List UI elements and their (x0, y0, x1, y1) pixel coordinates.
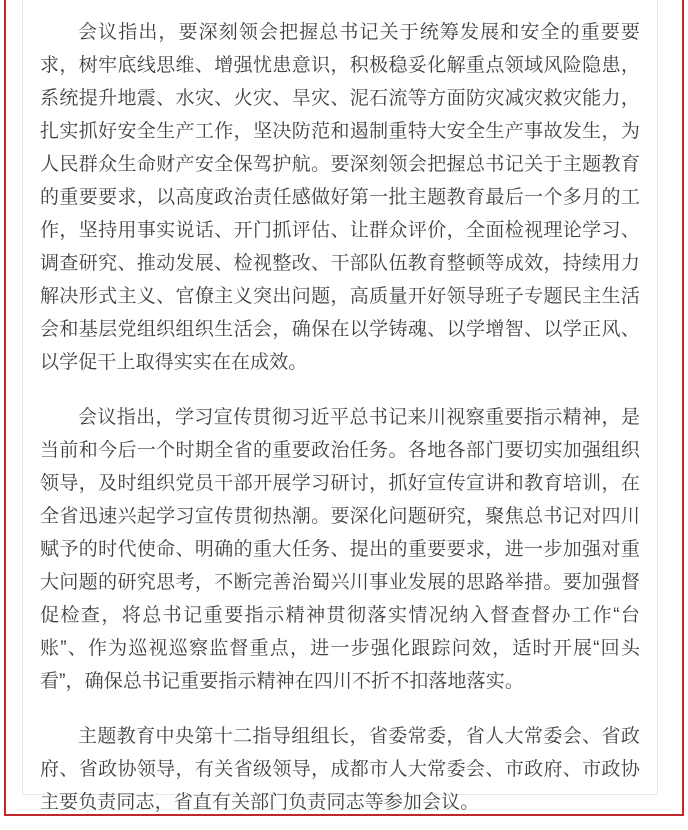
article-paragraph: 会议指出，要深刻领会把握总书记关于统筹发展和安全的重要要求，树牢底线思维、增强忧患意识，积极稳妥化解重点领域风险隐患，系统提升地震、水灾、火灾、旱灾、泥石流等方面防灾减灾救灾能力，扎实抓好安全生产工作，坚决防范和遏制重特大安全生产事故发生，为人民群众生命财产安全保驾护航。要深刻领会把握总书记关于主题教育的重要要求，以高度政治责任感做好第一批主题教育最后一个多月的工作，坚持用事实说话、开门抓评估、让群众评价，全面检视理论学习、调查研究、推动发展、检视整改、干部队伍教育整顿等成效，持续用力解决形式主义、官僚主义突出问题，高质量开好领导班子专题民主生活会和基层党组织组织生活会，确保在以学铸魂、以学增智、以学正风、以学促干上取得实实在在成效。 (40, 22, 640, 373)
article-paragraph: 主题教育中央第十二指导组组长，省委常委，省人大常委会、省政府、省政协领导，有关省级领导，成都市人大常委会、市政府、市政协主要负责同志，省直有关部门负责同志等参加会议。 (40, 726, 640, 813)
article-card (22, 0, 658, 813)
article-paragraph: 会议指出，学习宣传贯彻习近平总书记来川视察重要指示精神，是当前和今后一个时期全省的重要政治任务。各地各部门要切实加强组织领导，及时组织党员干部开展学习研讨，抓好宣传宣讲和教育培训，在全省迅速兴起学习宣传贯彻热潮。要深化问题研究，聚焦总书记对四川赋予的时代使命、明确的重大任务、提出的重要要求，进一步加强对重大问题的研究思考，不断完善治蜀兴川事业发展的思路举措。要加强督促检查，将总书记重要指示精神贯彻落实情况纳入督查督办工作“台账”、作为巡视巡察监督重点，进一步强化跟踪问效，适时开展“回头看”，确保总书记重要指示精神在四川不折不扣落地落实。 (40, 407, 640, 692)
